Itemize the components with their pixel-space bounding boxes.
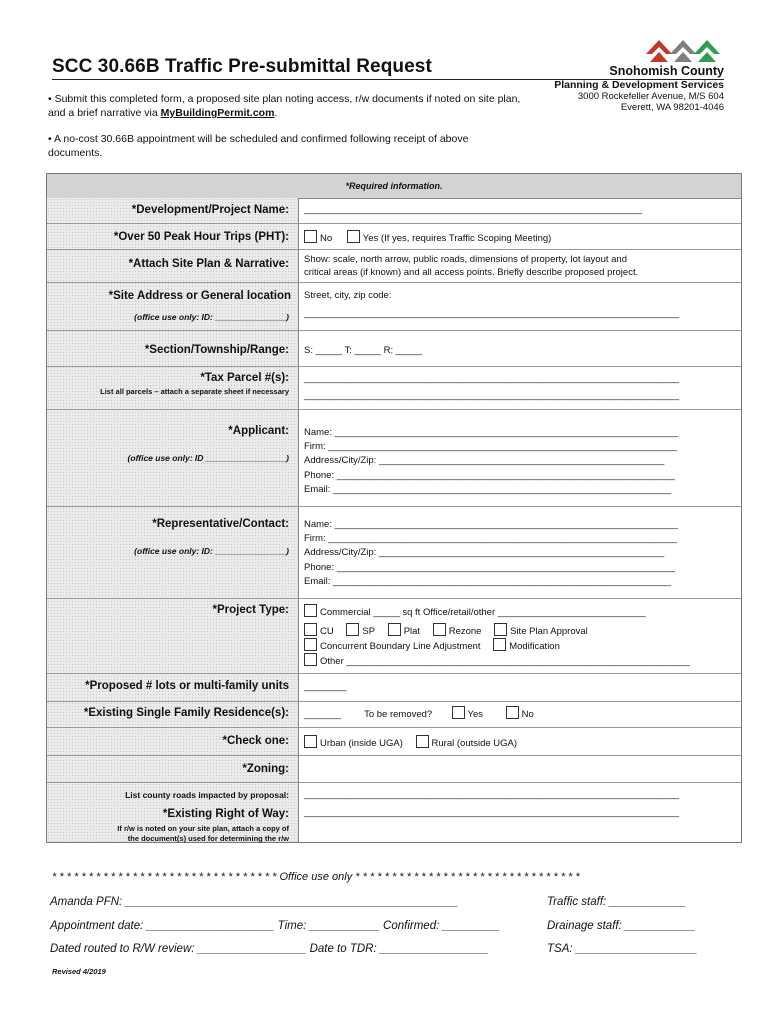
applicant-name-field[interactable]: Name: _________________________________________________________________ bbox=[304, 427, 679, 438]
cbla-checkbox[interactable] bbox=[304, 638, 317, 651]
row-field[interactable]: _______________________________________________________________________ bbox=[304, 807, 680, 818]
row-note-1: If r/w is noted on your site plan, attach a copy of bbox=[117, 824, 289, 833]
lots-field[interactable]: ________ bbox=[304, 681, 347, 692]
site-address-office-id: (office use only: ID: _______________) bbox=[134, 312, 289, 322]
sfr-label: *Existing Single Family Residence(s): bbox=[83, 707, 289, 719]
remove-yes-checkbox[interactable] bbox=[452, 706, 465, 719]
request-form bbox=[46, 173, 742, 843]
site-plan-line-1: Show: scale, north arrow, public roads, dimensions of property, lot layout and bbox=[304, 254, 627, 265]
tsa-field[interactable]: TSA: ___________________ bbox=[547, 943, 698, 955]
site-address-field[interactable]: _______________________________________________________________________ bbox=[304, 308, 680, 319]
rural-label: Rural (outside UGA) bbox=[431, 738, 518, 749]
appointment-field[interactable]: Appointment date: ____________________ Time: ___________ Confirmed: _________ bbox=[50, 920, 501, 932]
project-type-label: *Project Type: bbox=[212, 604, 289, 616]
mybuildingpermit-link[interactable]: MyBuildingPermit.com bbox=[160, 107, 275, 119]
modification-checkbox[interactable] bbox=[493, 638, 506, 651]
representative-office-id: (office use only: ID: _______________) bbox=[134, 546, 289, 556]
check-one-label: *Check one: bbox=[222, 735, 289, 747]
applicant-firm-field[interactable]: Firm: __________________________________________________________________ bbox=[304, 441, 677, 452]
pht-no-checkbox[interactable] bbox=[304, 230, 317, 243]
uga-options bbox=[304, 735, 521, 749]
pht-yes-checkbox[interactable] bbox=[347, 230, 360, 243]
rezone-checkbox[interactable] bbox=[433, 623, 446, 636]
sp-label: SP bbox=[362, 626, 376, 637]
intro-bullet-1 bbox=[48, 92, 528, 120]
urban-checkbox[interactable] bbox=[304, 735, 317, 748]
to-be-removed-label: To be removed? bbox=[364, 709, 433, 720]
representative-label: *Representative/Contact: bbox=[152, 518, 289, 530]
applicant-email-field[interactable]: Email: ________________________________________________________________ bbox=[304, 484, 672, 495]
str-label: *Section/Township/Range: bbox=[144, 344, 289, 356]
commercial-checkbox[interactable] bbox=[304, 604, 317, 617]
rural-checkbox[interactable] bbox=[416, 735, 429, 748]
site-address-label: *Site Address or General location bbox=[108, 290, 291, 302]
other-checkbox[interactable] bbox=[304, 653, 317, 666]
project-type-commercial bbox=[304, 604, 646, 618]
department-name: Planning & Development Services bbox=[554, 79, 724, 91]
county-roads-field[interactable]: _______________________________________________________________________ bbox=[304, 789, 680, 800]
row-label: *Existing Right of Way: bbox=[162, 808, 289, 820]
amanda-pfn-field[interactable]: Amanda PFN: ____________________________________________________ bbox=[50, 896, 458, 908]
intro-bullet-1-end: . bbox=[274, 107, 278, 119]
plat-label: Plat bbox=[403, 626, 421, 637]
title-underline bbox=[52, 79, 518, 80]
drainage-staff-field[interactable]: Drainage staff: ___________ bbox=[547, 920, 696, 932]
representative-name-field[interactable]: Name: _________________________________________________________________ bbox=[304, 519, 679, 530]
county-roads-label: List county roads impacted by proposal: bbox=[125, 790, 289, 800]
urban-label: Urban (inside UGA) bbox=[320, 738, 403, 749]
intro-bullet-1-text: • Submit this completed form, a proposed site plan noting access, r/w documents if noted on site plan, and a brief narrative via bbox=[48, 93, 521, 119]
revised-date: Revised 4/2019 bbox=[52, 967, 106, 976]
other-label: Other _________________________________________________________________ bbox=[320, 656, 690, 667]
lots-label: *Proposed # lots or multi-family units bbox=[85, 680, 289, 692]
row-note-2: the document(s) used for determining the r/w bbox=[127, 834, 289, 843]
site-address-prompt: Street, city, zip code: bbox=[304, 290, 392, 301]
cbla-label: Concurrent Boundary Line Adjustment bbox=[320, 641, 481, 652]
commercial-label: Commercial _____ sq ft Office/retail/other ____________________________ bbox=[320, 607, 646, 618]
intro-bullet-2: • A no-cost 30.66B appointment will be scheduled and confirmed following receipt of above documents. bbox=[48, 133, 469, 159]
applicant-address-field[interactable]: Address/City/Zip: ______________________________________________________ bbox=[304, 455, 665, 466]
tax-parcel-field-1[interactable]: _______________________________________________________________________ bbox=[304, 373, 680, 384]
address-line-2: Everett, WA 98201-4046 bbox=[620, 102, 724, 113]
cu-checkbox[interactable] bbox=[304, 623, 317, 636]
sfr-field[interactable]: _______ bbox=[304, 709, 341, 720]
project-name-label: *Development/Project Name: bbox=[131, 204, 289, 216]
pht-label: *Over 50 Peak Hour Trips (PHT): bbox=[113, 231, 289, 243]
project-name-field[interactable]: ________________________________________________________________ bbox=[304, 204, 643, 215]
applicant-office-id: (office use only: ID _________________) bbox=[127, 453, 289, 463]
project-type-row-2 bbox=[304, 623, 592, 637]
remove-no-checkbox[interactable] bbox=[506, 706, 519, 719]
tax-parcel-label: *Tax Parcel #(s): bbox=[200, 372, 289, 384]
representative-phone-field[interactable]: Phone: ________________________________________________________________ bbox=[304, 562, 675, 573]
site-plan-label: *Attach Site Plan & Narrative: bbox=[128, 258, 289, 270]
representative-email-field[interactable]: Email: ________________________________________________________________ bbox=[304, 576, 672, 587]
office-use-heading: * * * * * * * * * * * * * * * * * * * * * * * * * * * * * * * Office use only * * * * * * * * * * * * * * * * * * * * * * * * * * * * * * * bbox=[52, 871, 580, 883]
sfr-row bbox=[304, 706, 538, 720]
county-name: Snohomish County bbox=[609, 64, 724, 78]
pht-no-label: No bbox=[320, 233, 333, 244]
remove-yes-label: Yes bbox=[467, 709, 483, 720]
representative-firm-field[interactable]: Firm: __________________________________________________________________ bbox=[304, 533, 677, 544]
site-plan-line-2: critical areas (if known) and all access points. Briefly describe proposed project. bbox=[304, 267, 639, 278]
form-title: SCC 30.66B Traffic Pre-submittal Request bbox=[52, 56, 432, 77]
sp-checkbox[interactable] bbox=[346, 623, 359, 636]
traffic-staff-field[interactable]: Traffic staff: ____________ bbox=[547, 896, 687, 908]
zoning-label: *Zoning: bbox=[242, 763, 289, 775]
representative-address-field[interactable]: Address/City/Zip: ______________________________________________________ bbox=[304, 547, 665, 558]
modification-label: Modification bbox=[509, 641, 560, 652]
remove-no-label: No bbox=[521, 709, 534, 720]
pht-options bbox=[304, 230, 555, 244]
applicant-label: *Applicant: bbox=[228, 425, 289, 437]
str-field[interactable]: S: _____ T: _____ R: _____ bbox=[304, 345, 423, 356]
county-logo-icon bbox=[644, 36, 722, 66]
department-address bbox=[500, 91, 724, 113]
project-type-row-3 bbox=[304, 638, 564, 652]
rezone-label: Rezone bbox=[448, 626, 482, 637]
cu-label: CU bbox=[320, 626, 334, 637]
project-type-other bbox=[304, 653, 690, 667]
routed-field[interactable]: Dated routed to R/W review: _________________ Date to TDR: _________________ bbox=[50, 943, 489, 955]
tax-parcel-field-2[interactable]: _______________________________________________________________________ bbox=[304, 390, 680, 401]
address-line-1: 3000 Rockefeller Avenue, M/S 604 bbox=[577, 91, 724, 102]
site-plan-approval-checkbox[interactable] bbox=[494, 623, 507, 636]
applicant-phone-field[interactable]: Phone: ________________________________________________________________ bbox=[304, 470, 675, 481]
tax-parcel-note: List all parcels – attach a separate sheet if necessary bbox=[100, 387, 289, 396]
plat-checkbox[interactable] bbox=[388, 623, 401, 636]
required-note: *Required information. bbox=[47, 174, 741, 199]
pht-yes-label: Yes (If yes, requires Traffic Scoping Meeting) bbox=[362, 233, 552, 244]
site-plan-approval-label: Site Plan Approval bbox=[510, 626, 588, 637]
